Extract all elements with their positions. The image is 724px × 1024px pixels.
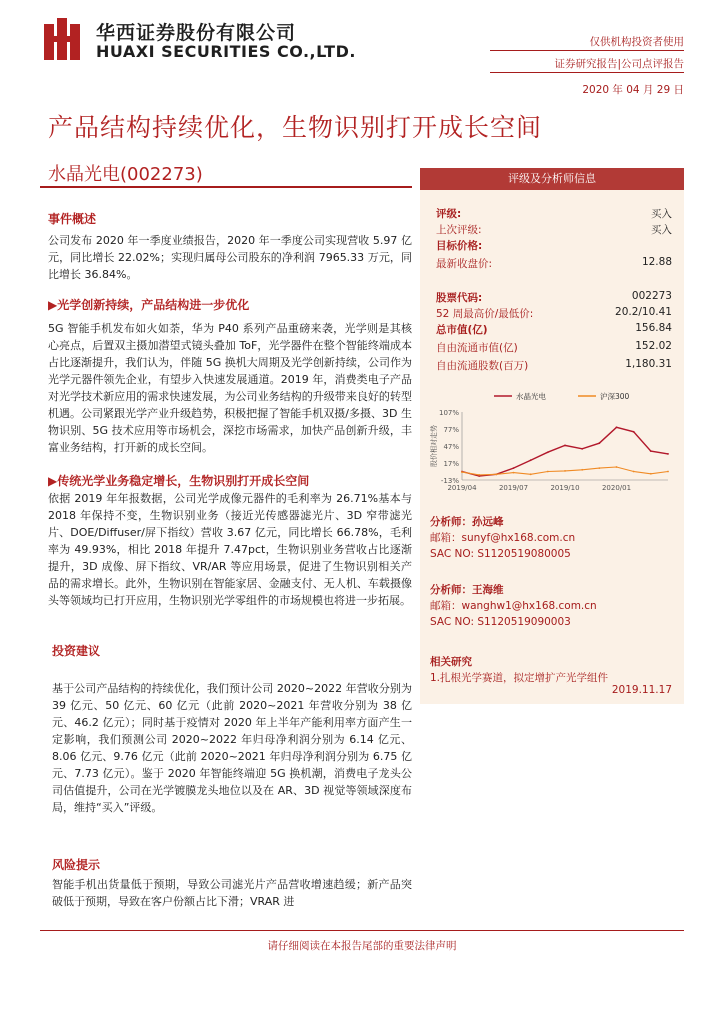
market-cap-label: 总市值(亿) (436, 324, 488, 336)
y-axis-label: 股价相对走势 (430, 425, 438, 467)
target-price-row (436, 238, 672, 254)
free-float-shares-value: 1,180.31 (625, 358, 672, 370)
report-title: 产品结构持续优化，生物识别打开成长空间 (48, 113, 543, 142)
section-heading-optics: ▶光学创新持续，产品结构进一步优化 (48, 298, 250, 312)
stock-name: 水晶光电(002273) (48, 164, 203, 185)
market-cap-value: 156.84 (635, 322, 672, 334)
rating-label: 评级: (436, 208, 462, 220)
free-float-cap-value: 152.02 (635, 340, 672, 352)
section-body-risk: 智能手机出货量低于预期，导致公司滤光片产品营收增速趋缓；新产品突破低于预期，导致在客户份额占比下滑；VRAR 进 (52, 878, 412, 908)
legal-notice[interactable]: 请仔细阅读在本报告尾部的重要法律声明 (267, 940, 457, 952)
y-tick-label: 17% (443, 460, 459, 468)
section-body-investment: 基于公司产品结构的持续优化，我们预计公司 2020~2022 年营收分别为 39 亿元、50 亿元、60 亿元（此前 2020~2021 年营收分别为 38 亿元、46.2 亿元）；同时基于疫情对 2020 年上半年产能利用率方面产生一定影响，我们预测公司 2020~2022 年归母净利润分别为 6.14 亿元、8.06 亿元、9.76 亿元（此前 2020~2021 年归母净利润分别为 6.75 亿元、7.73 亿元）。鉴于 2020 年智能终端迎 5G 换机潮，消费电子龙头公司估值提升，公司在光学镀膜龙头地位以及在 AR、3D 视觉等领域深度布局，维持“买入”评级。 (52, 682, 412, 814)
data-point (650, 450, 652, 452)
close-price-label: 最新收盘价: (436, 258, 493, 270)
free-float-cap-row (436, 340, 672, 356)
prev-rating-label: 上次评级: (436, 224, 482, 236)
analyst-1-name: 分析师：孙远峰 (430, 516, 504, 528)
free-float-cap-label: 自由流通市值(亿) (436, 342, 518, 354)
data-point (667, 453, 669, 455)
y-tick-label: 77% (443, 426, 459, 434)
data-point (564, 445, 566, 447)
analyst-2-name: 分析师：王海维 (430, 584, 504, 596)
data-point (581, 448, 583, 450)
data-point (478, 474, 480, 476)
x-tick-label: 2019/10 (550, 484, 580, 492)
data-point (530, 459, 532, 461)
data-point (650, 473, 652, 475)
company-name-cn: 华西证券股份有限公司 (96, 22, 297, 44)
rating-row (436, 206, 672, 222)
stock-code-value: 002273 (631, 290, 672, 302)
analyst-2-sac: SAC NO: S1120519090003 (430, 616, 571, 628)
x-tick-label: 2020/01 (601, 484, 632, 492)
data-point (633, 471, 635, 473)
section-body-event: 公司发布 2020 年一季度业绩报告，2020 年一季度公司实现营收 5.97 亿元，同比增长 22.02%；实现归属母公司股东的净利润 7965.33 万元，同比增长 36.84%。 (48, 234, 412, 281)
x-tick-label: 2019/04 (447, 484, 477, 492)
analyst-1 (430, 514, 575, 562)
y-tick-label: -13% (440, 477, 459, 485)
data-point (461, 471, 463, 473)
data-point (513, 467, 515, 469)
analyst-2-email[interactable]: 邮箱：wanghw1@hx168.com.cn (430, 600, 597, 612)
data-point (564, 470, 566, 472)
data-point (547, 451, 549, 453)
close-price-row (436, 256, 672, 272)
section-heading-traditional: ▶传统光学业务稳定增长，生物识别打开成长空间 (48, 474, 310, 488)
related-date: 2019.11.17 (611, 684, 672, 696)
high-low-label: 52 周最高价/最低价: (436, 308, 534, 320)
footer-divider (40, 930, 684, 931)
legend-label: 水晶光电 (516, 392, 546, 401)
data-point (495, 473, 497, 475)
section-body-traditional: 依据 2019 年年报数据，公司光学成像元器件的毛利率为 26.71%基本与 2018 年保持不变，生物识别业务（接近光传感器滤光片、3D 窄带滤光片、DOE/Diffuser/屏下指纹）营收 3.67 亿元，同比增长 66.78%，毛利率为 49.93%，相比 2018 年提升 7.47pct，生物识别业务营收占比逐渐提升，3D 成像、屏下指纹、VR/AR 等应用场景，促进了生物识别相关产品的需求增长。此外，生物识别在智能家居、金融支付、无人机、车载摄像头等领域均已打开应用，生物识别光学零组件的市场规模也将进一步拓展。 (48, 492, 412, 607)
prev-rating-row (436, 222, 672, 238)
data-point (616, 466, 618, 468)
stock-code-row (436, 290, 672, 306)
rating-value: 买入 (651, 208, 672, 220)
free-float-shares-label: 自由流通股数(百万) (436, 360, 529, 372)
related-heading: 相关研究 (430, 656, 472, 668)
data-point (581, 469, 583, 471)
section-heading-event: 事件概述 (48, 212, 97, 226)
related-research (430, 654, 608, 686)
target-price-label: 目标价格: (436, 240, 483, 252)
close-price-value: 12.88 (641, 256, 672, 268)
data-point (616, 426, 618, 428)
data-point (598, 467, 600, 469)
section-heading-investment: 投资建议 (52, 644, 101, 658)
company-name-en: HUAXI SECURITIES CO.,LTD. (96, 42, 356, 61)
x-tick-label: 2019/07 (498, 484, 529, 492)
analyst-1-sac: SAC NO: S1120519080005 (430, 548, 571, 560)
high-low-value: 20.2/10.41 (615, 306, 672, 318)
market-cap-row (436, 322, 672, 338)
report-date: 2020 年 04 月 29 日 (582, 84, 684, 96)
section-body-optics: 5G 智能手机发布如火如荼，华为 P40 系列产品重磅来袭，光学则是其核心亮点，后置双主摄加潜望式镜头叠加 ToF，光学器件在整个智能终端成本占比逐渐提升，我们认为，伴随 5G 换机大周期及光学创新持续，公司作为光学元器件领先企业，有望步入快速发展通道。2019 年，消费类电子产品对光学技术新应用的需求快速发展，为公司业务结构的升级带来良好的转型机遇。公司紧跟光学产业升级趋势，积极把握了智能手机双摄/多摄、3D 生物识别、5G 技术应用等市场机会，深挖市场需求，加快产品创新升级，丰富业务结构，打开新的成长空间。 (48, 322, 412, 454)
title-divider (40, 186, 412, 188)
y-tick-label: 107% (438, 409, 459, 417)
series-line-stock (462, 427, 668, 476)
y-tick-label: 47% (443, 443, 459, 451)
huaxi-logo-icon (44, 18, 80, 60)
data-point (633, 431, 635, 433)
section-heading-risk: 风险提示 (52, 858, 101, 872)
report-type: 证券研究报告|公司点评报告 (554, 58, 684, 70)
high-low-row (436, 306, 672, 322)
analyst-1-email[interactable]: 邮箱：sunyf@hx168.com.cn (430, 532, 576, 544)
data-point (667, 471, 669, 473)
stock-chart (428, 384, 678, 496)
header-divider (490, 50, 684, 51)
free-float-shares-row (436, 358, 672, 374)
data-point (547, 471, 549, 473)
header-divider-2 (490, 72, 684, 73)
legend-label: 沪深300 (600, 392, 630, 401)
sidebar-heading: 评级及分析师信息 (420, 168, 684, 190)
data-point (513, 472, 515, 474)
prev-rating-value: 买入 (651, 224, 672, 236)
related-item[interactable]: 1.扎根光学赛道，拟定增扩产光学组件 (430, 672, 609, 684)
audience-note: 仅供机构投资者使用 (589, 36, 684, 48)
data-point (598, 442, 600, 444)
analyst-2 (430, 582, 597, 630)
stock-code-label: 股票代码: (436, 292, 483, 304)
data-point (530, 473, 532, 475)
